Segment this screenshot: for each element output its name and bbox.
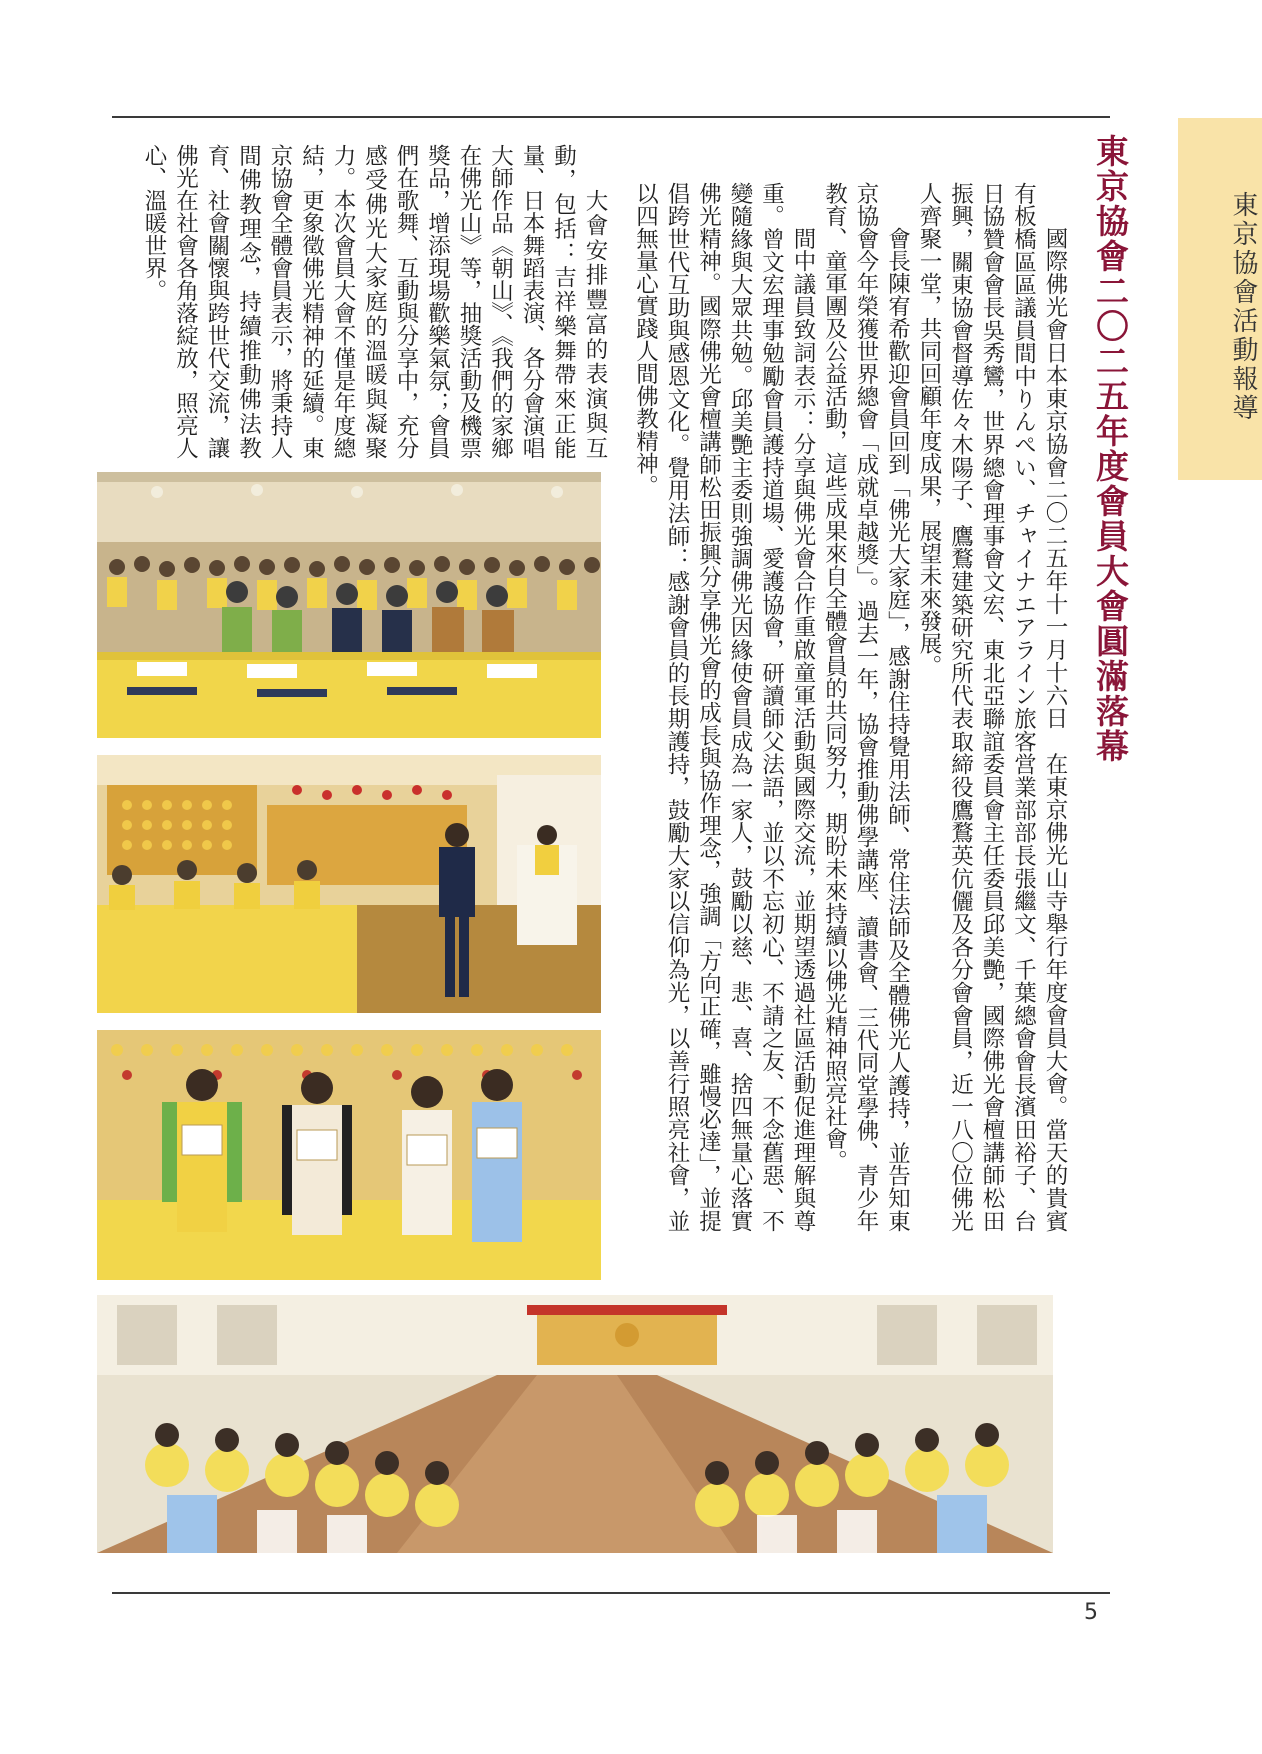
article-title: 東京協會二〇二五年度會員大會圓滿落幕 bbox=[1091, 134, 1130, 764]
page-number: 5 bbox=[1084, 1600, 1098, 1625]
top-rule bbox=[112, 116, 1110, 118]
photo-award-recipients bbox=[97, 1030, 601, 1280]
article-body-upper bbox=[620, 182, 1070, 1232]
section-tab: 東京協會活動報導 bbox=[1178, 118, 1262, 480]
bottom-rule bbox=[112, 1592, 1110, 1594]
photo-group-audience bbox=[97, 472, 601, 738]
photo-speaker bbox=[97, 755, 601, 1013]
photo-hall-panorama bbox=[97, 1295, 1053, 1553]
article-body-lower bbox=[104, 144, 610, 459]
paragraph-2: 會長陳宥希歡迎會員回到「佛光大家庭」，感謝住持覺用法師、常住法師及全體佛光人護持，並告知東京協會今年榮獲世界總會「成就卓越獎」。過去一年，協會推動佛學講座、讀書會、三代同堂學佛、青少年教育、童軍團及公益活動，這些成果來自全體會員的共同努力，期盼未來持續以佛光精神照亮社會。 bbox=[821, 182, 911, 1232]
paragraph-4: 大會安排豐富的表演與互動，包括：吉祥樂舞帶來正能量、日本舞蹈表演、各分會演唱大師作品《朝山》、《我們的家鄉在佛光山》等，抽獎活動及機票獎品，增添現場歡樂氣氛；會員們在歌舞、互動與分享中，充分感受佛光大家庭的溫暖與凝聚力。本次會員大會不僅是年度總結，更象徵佛光精神的延續。東京協會全體會員表示，將秉持人間佛教理念，持續推動佛法教育、社會關懷與跨世代交流，讓佛光在社會各角落綻放，照亮人心、溫暖世界。 bbox=[141, 144, 608, 459]
paragraph-1: 國際佛光會日本東京協會二〇二五年十一月十六日 在東京佛光山寺舉行年度會員大會。當天的貴賓有板橋區區議員間中りんぺい、チャイナエアライン旅客営業部部長張繼文、千葉總會會長濱田裕子、台日協贊會會長吳秀鸞，世界總會理事會文宏、東北亞聯誼委員會主任委員邱美艷，國際佛光會檀講師松田振興，關東協會督導佐々木陽子、鷹鶩建築研究所代表取締役鷹鶩英伉儷及各分會會員，近一八〇位佛光人齊聚一堂，共同回顧年度成果，展望未來發展。 bbox=[916, 182, 1068, 1232]
paragraph-3: 間中議員致詞表示：分享與佛光會合作重啟童軍活動與國際交流，並期望透過社區活動促進理解與尊重。曾文宏理事勉勵會員護持道場、愛護協會，研讀師父法語，並以不忘初心、不請之友、不念舊惡、不變隨緣與大眾共勉。邱美艷主委則強調佛光因緣使會員成為一家人，鼓勵以慈、悲、喜、捨四無量心落實佛光精神。國際佛光會檀講師松田振興分享佛光會的成長與協作理念，強調「方向正確，雖慢必達」，並提倡跨世代互助與感恩文化。覺用法師：感謝會員的長期護持，鼓勵大家以信仰為光，以善行照亮社會，並以四無量心實踐人間佛教精神。 bbox=[632, 182, 816, 1232]
